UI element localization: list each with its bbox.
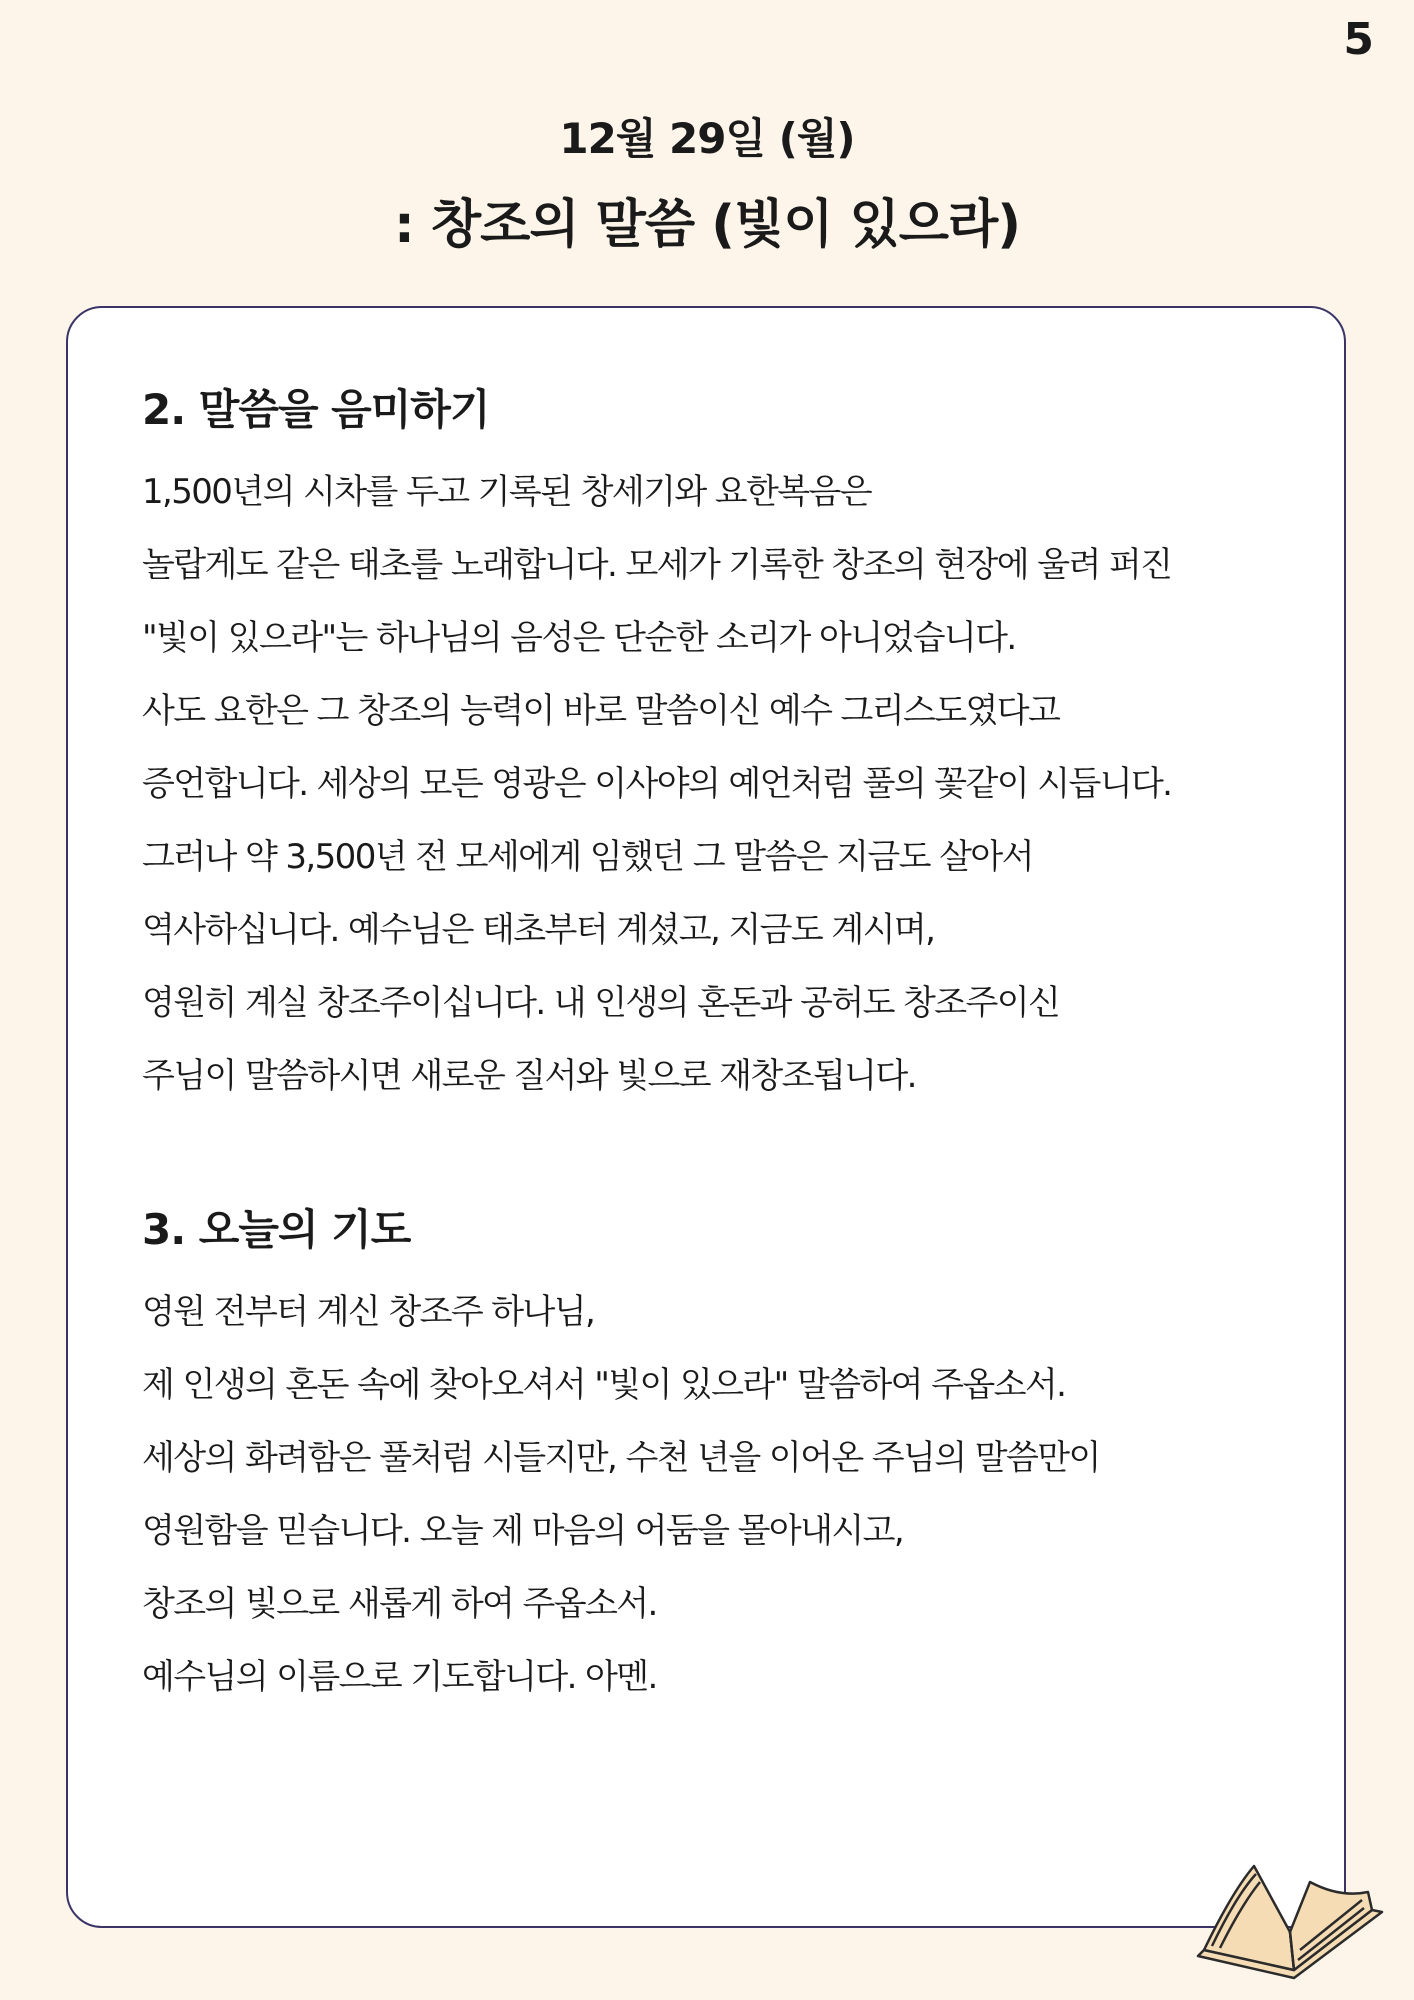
body-line: 1,500년의 시차를 두고 기록된 창세기와 요한복음은 (142, 472, 872, 512)
body-line: 주님이 말씀하시면 새로운 질서와 빛으로 재창조됩니다. (142, 1056, 916, 1096)
body-line: 역사하십니다. 예수님은 태초부터 계셨고, 지금도 계시며, (142, 910, 935, 950)
body-line: 창조의 빛으로 새롭게 하여 주옵소서. (142, 1584, 657, 1624)
body-line: 영원히 계실 창조주이십니다. 내 인생의 혼돈과 공허도 창조주이신 (142, 983, 1060, 1023)
open-book-icon (1192, 1852, 1388, 1982)
body-line: 제 인생의 혼돈 속에 찾아오셔서 "빛이 있으라" 말씀하여 주옵소서. (142, 1365, 1066, 1405)
body-line: 증언합니다. 세상의 모든 영광은 이사야의 예언처럼 풀의 꽃같이 시듭니다. (142, 764, 1172, 804)
section-heading: 3. 오늘의 기도 (142, 1205, 411, 1254)
page-number: 5 (1343, 14, 1374, 65)
page-date: 12월 29일 (월) (559, 114, 855, 163)
section-heading: 2. 말씀을 음미하기 (142, 385, 490, 434)
body-line: 예수님의 이름으로 기도합니다. 아멘. (142, 1657, 657, 1697)
body-line: 세상의 화려함은 풀처럼 시들지만, 수천 년을 이어온 주님의 말씀만이 (142, 1438, 1100, 1478)
section-prayer (142, 1200, 1302, 1720)
body-line: "빛이 있으라"는 하나님의 음성은 단순한 소리가 아니었습니다. (142, 618, 1016, 658)
section-body (142, 462, 1302, 1119)
page-title: : 창조의 말씀 (빛이 있으라) (393, 195, 1021, 255)
section-meditation (142, 380, 1302, 1119)
body-line: 사도 요한은 그 창조의 능력이 바로 말씀이신 예수 그리스도였다고 (142, 691, 1060, 731)
body-line: 영원함을 믿습니다. 오늘 제 마음의 어둠을 몰아내시고, (142, 1511, 904, 1551)
section-body (142, 1282, 1302, 1720)
body-line: 그러나 약 3,500년 전 모세에게 임했던 그 말씀은 지금도 살아서 (142, 837, 1033, 877)
body-line: 놀랍게도 같은 태초를 노래합니다. 모세가 기록한 창조의 현장에 울려 퍼진 (142, 545, 1172, 585)
body-line: 영원 전부터 계신 창조주 하나님, (142, 1292, 595, 1332)
content-card (66, 306, 1346, 1928)
